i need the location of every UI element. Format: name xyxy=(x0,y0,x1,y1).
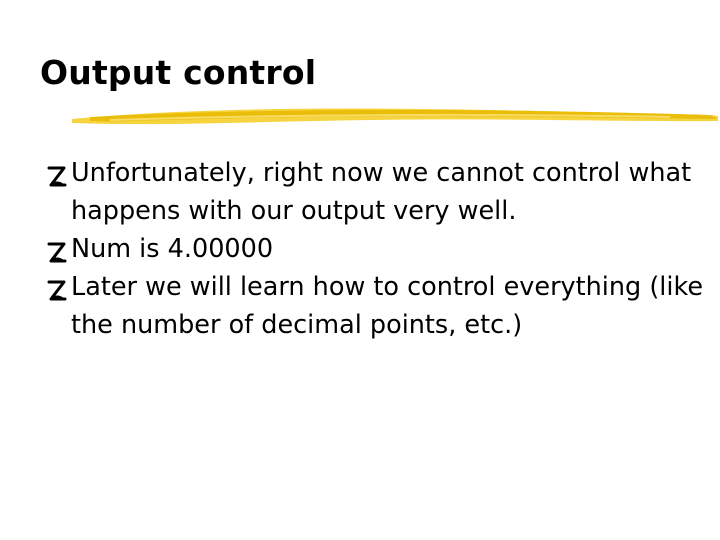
z-bullet-icon xyxy=(46,230,70,268)
title-underline-stroke xyxy=(70,104,720,130)
bullet-list xyxy=(46,154,706,344)
bullet-item xyxy=(46,154,706,230)
bullet-text: Later we will learn how to control everything (like the number of decimal points, etc.) xyxy=(71,272,704,340)
z-bullet-icon xyxy=(46,154,70,192)
bullet-text: Num is 4.00000 xyxy=(71,234,274,264)
z-bullet-icon xyxy=(46,268,70,306)
slide-title: Output control xyxy=(40,53,317,92)
bullet-text: Unfortunately, right now we cannot control what happens with our output very well. xyxy=(71,158,692,226)
bullet-item xyxy=(46,268,706,344)
bullet-item xyxy=(46,230,706,268)
